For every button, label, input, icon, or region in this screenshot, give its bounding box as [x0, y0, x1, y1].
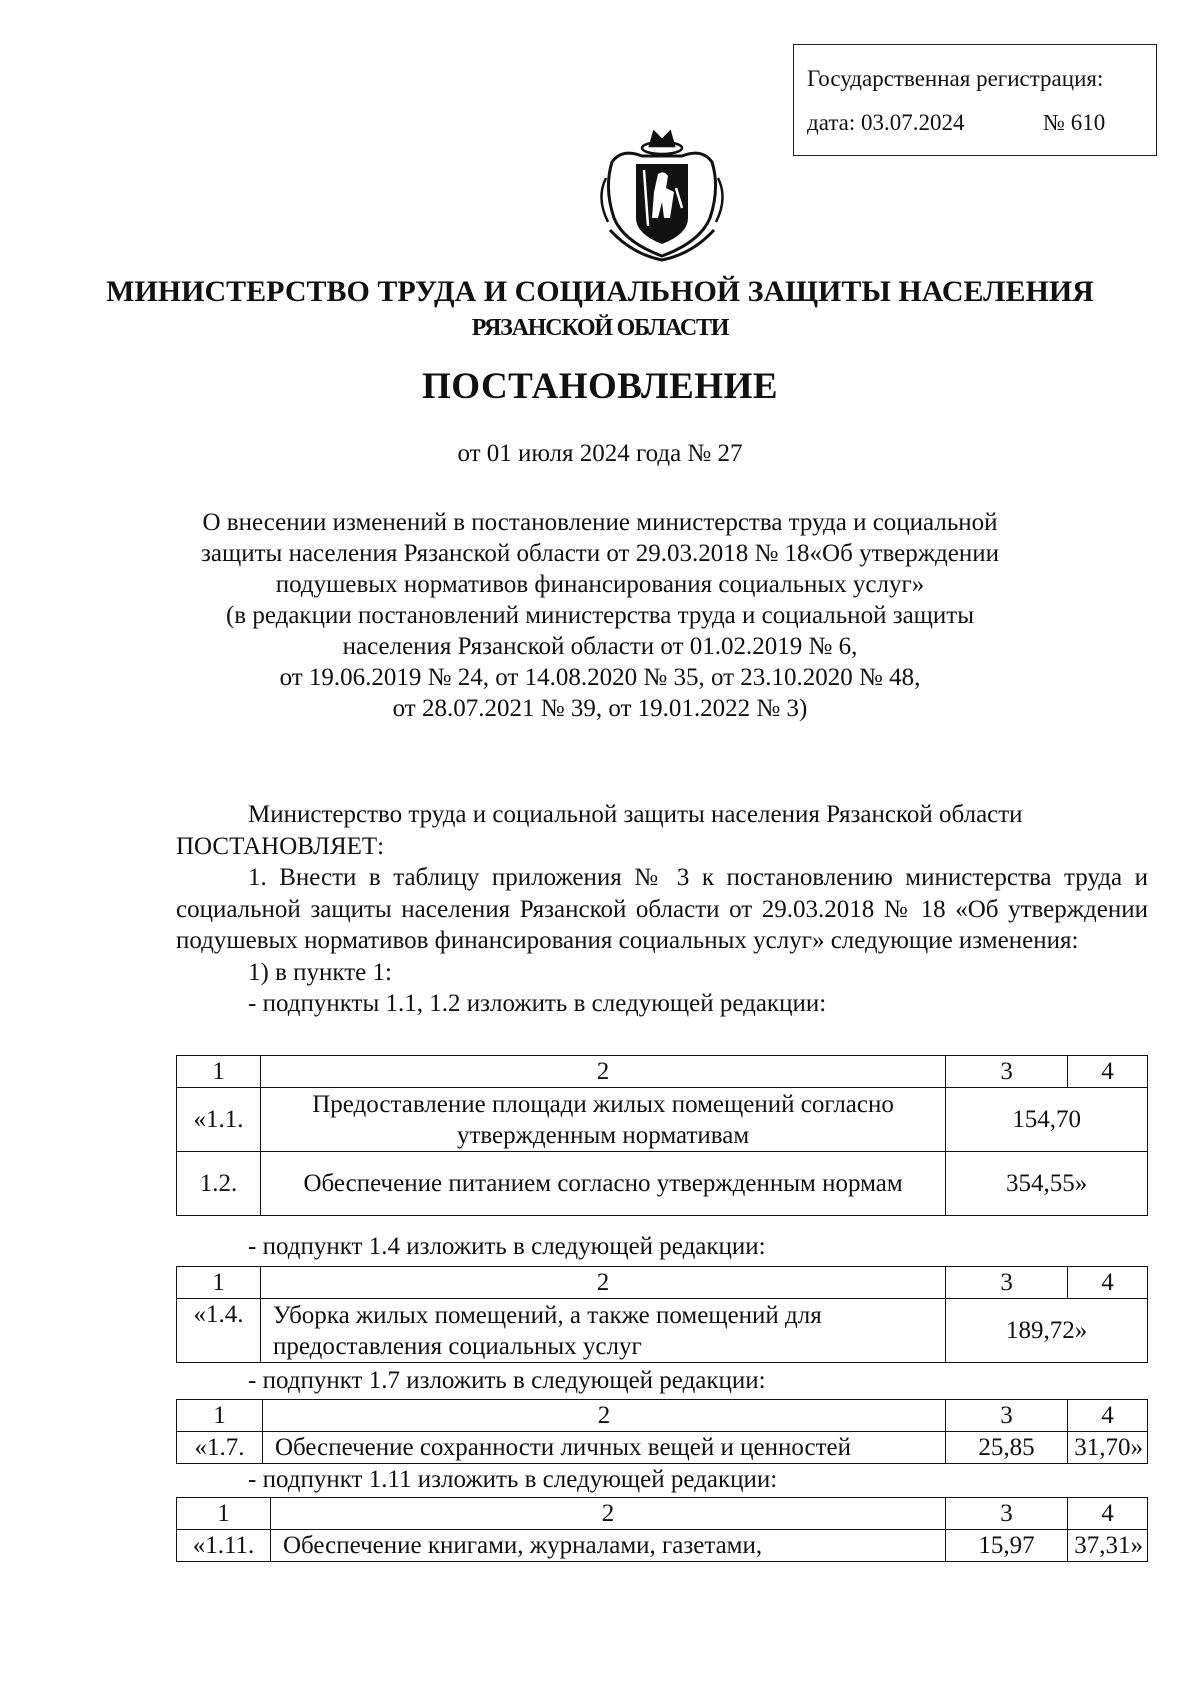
body-text — [176, 799, 1148, 1020]
body-sub-c: - подпункт 1.7 изложить в следующей редакции: — [248, 1367, 766, 1394]
table-header-cell: 4 — [1067, 1498, 1147, 1530]
subject-line: населения Рязанской области от 01.02.2019 № 6, — [342, 633, 858, 660]
row-number: 1.2. — [177, 1152, 261, 1216]
body-decree-word: ПОСТАНОВЛЯЕТ: — [176, 832, 385, 860]
table-row — [177, 1088, 1148, 1152]
row-description: Обеспечение книгами, журналами, газетами, — [270, 1530, 945, 1562]
ministry-line-1: МИНИСТЕРСТВО ТРУДА И СОЦИАЛЬНОЙ ЗАЩИТЫ НАСЕЛЕНИЯ — [106, 275, 1094, 308]
body-sub-d: - подпункт 1.11 изложить в следующей редакции: — [248, 1466, 778, 1493]
row-value-3: 25,85 — [946, 1432, 1068, 1464]
row-value-4: 31,70» — [1067, 1432, 1147, 1464]
table-header-row — [177, 1056, 1148, 1088]
table-header-cell: 2 — [260, 1267, 945, 1299]
row-value-3: 15,97 — [946, 1530, 1068, 1562]
body-sub-b: - подпункт 1.4 изложить в следующей редакции: — [248, 1233, 766, 1260]
registration-box — [793, 44, 1157, 156]
table-header-row — [177, 1400, 1148, 1432]
table-header-cell: 1 — [177, 1400, 263, 1432]
subject-line: О внесении изменений в постановление министерства труда и социальной — [202, 509, 998, 536]
body-intro: Министерство труда и социальной защиты населения Рязанской области — [248, 801, 1023, 828]
table-header-cell: 2 — [262, 1400, 945, 1432]
table-header-cell: 1 — [177, 1498, 271, 1530]
table-header-cell: 2 — [260, 1056, 945, 1088]
subject-line: от 19.06.2019 № 24, от 14.08.2020 № 35, от 23.10.2020 № 48, — [279, 664, 921, 691]
amendment-table-4 — [176, 1497, 1148, 1562]
table-header-row — [177, 1267, 1148, 1299]
registration-details — [807, 101, 1156, 145]
decree-date: от 01 июля 2024 года № 27 — [457, 440, 743, 467]
registration-date: дата: 03.07.2024 — [807, 110, 965, 135]
amendment-table-3 — [176, 1399, 1148, 1464]
subject-line: (в редакции постановлений министерства труда и социальной защиты — [225, 602, 975, 629]
row-number: «1.4. — [177, 1299, 261, 1363]
table-row — [177, 1152, 1148, 1216]
row-number: «1.11. — [177, 1530, 271, 1562]
table-row — [177, 1530, 1148, 1562]
subject-line: от 28.07.2021 № 39, от 19.01.2022 № 3) — [392, 695, 808, 722]
subject-block — [0, 507, 1200, 724]
row-value: 189,72» — [946, 1299, 1148, 1363]
table-row — [177, 1432, 1148, 1464]
table-header-cell: 3 — [946, 1400, 1068, 1432]
table-row — [177, 1299, 1148, 1363]
row-description: Обеспечение сохранности личных вещей и ценностей — [262, 1432, 945, 1464]
table-header-row — [177, 1498, 1148, 1530]
subject-line: защиты населения Рязанской области от 29.03.2018 № 18«Об утверждении — [201, 540, 999, 567]
table-header-cell: 3 — [946, 1498, 1068, 1530]
document-type: ПОСТАНОВЛЕНИЕ — [421, 366, 779, 407]
ministry-name — [0, 274, 1200, 346]
body-item-1: 1. Внести в таблицу приложения № 3 к постановлению министерства труда и социальной защиты населения Рязанской области от 29.03.2018 № 18 «Об утверждении подушевых нормативов финансирования социальных услуг» следующие изменения: — [176, 864, 1148, 954]
coat-of-arms-icon — [592, 118, 732, 266]
table-header-cell: 3 — [946, 1267, 1068, 1299]
table-header-cell: 2 — [270, 1498, 945, 1530]
row-number: «1.1. — [177, 1088, 261, 1152]
row-description: Уборка жилых помещений, а также помещений для предоставления социальных услуг — [260, 1299, 945, 1363]
table-header-cell: 4 — [1068, 1267, 1148, 1299]
table-header-cell: 1 — [177, 1056, 261, 1088]
row-value: 354,55» — [946, 1152, 1148, 1216]
amendment-table-1 — [176, 1055, 1148, 1216]
row-value-4: 37,31» — [1067, 1530, 1147, 1562]
table-header-cell: 3 — [946, 1056, 1068, 1088]
registration-number: № 610 — [1043, 110, 1106, 135]
amendment-table-2 — [176, 1266, 1148, 1363]
table-header-cell: 4 — [1067, 1400, 1147, 1432]
subject-line: подушевых нормативов финансирования социальных услуг» — [275, 571, 925, 598]
table-header-cell: 1 — [177, 1267, 261, 1299]
row-description: Предоставление площади жилых помещений согласно утвержденным нормативам — [260, 1088, 945, 1152]
body-sub-1: 1) в пункте 1: — [248, 958, 392, 986]
ministry-line-2: РЯЗАНСКОЙ ОБЛАСТИ — [471, 315, 729, 341]
row-description: Обеспечение питанием согласно утвержденным нормам — [260, 1152, 945, 1216]
row-number: «1.7. — [177, 1432, 263, 1464]
body-sub-a: - подпункты 1.1, 1.2 изложить в следующей редакции: — [248, 990, 827, 1017]
registration-label: Государственная регистрация: — [807, 66, 1104, 91]
row-value: 154,70 — [946, 1088, 1148, 1152]
table-header-cell: 4 — [1068, 1056, 1148, 1088]
